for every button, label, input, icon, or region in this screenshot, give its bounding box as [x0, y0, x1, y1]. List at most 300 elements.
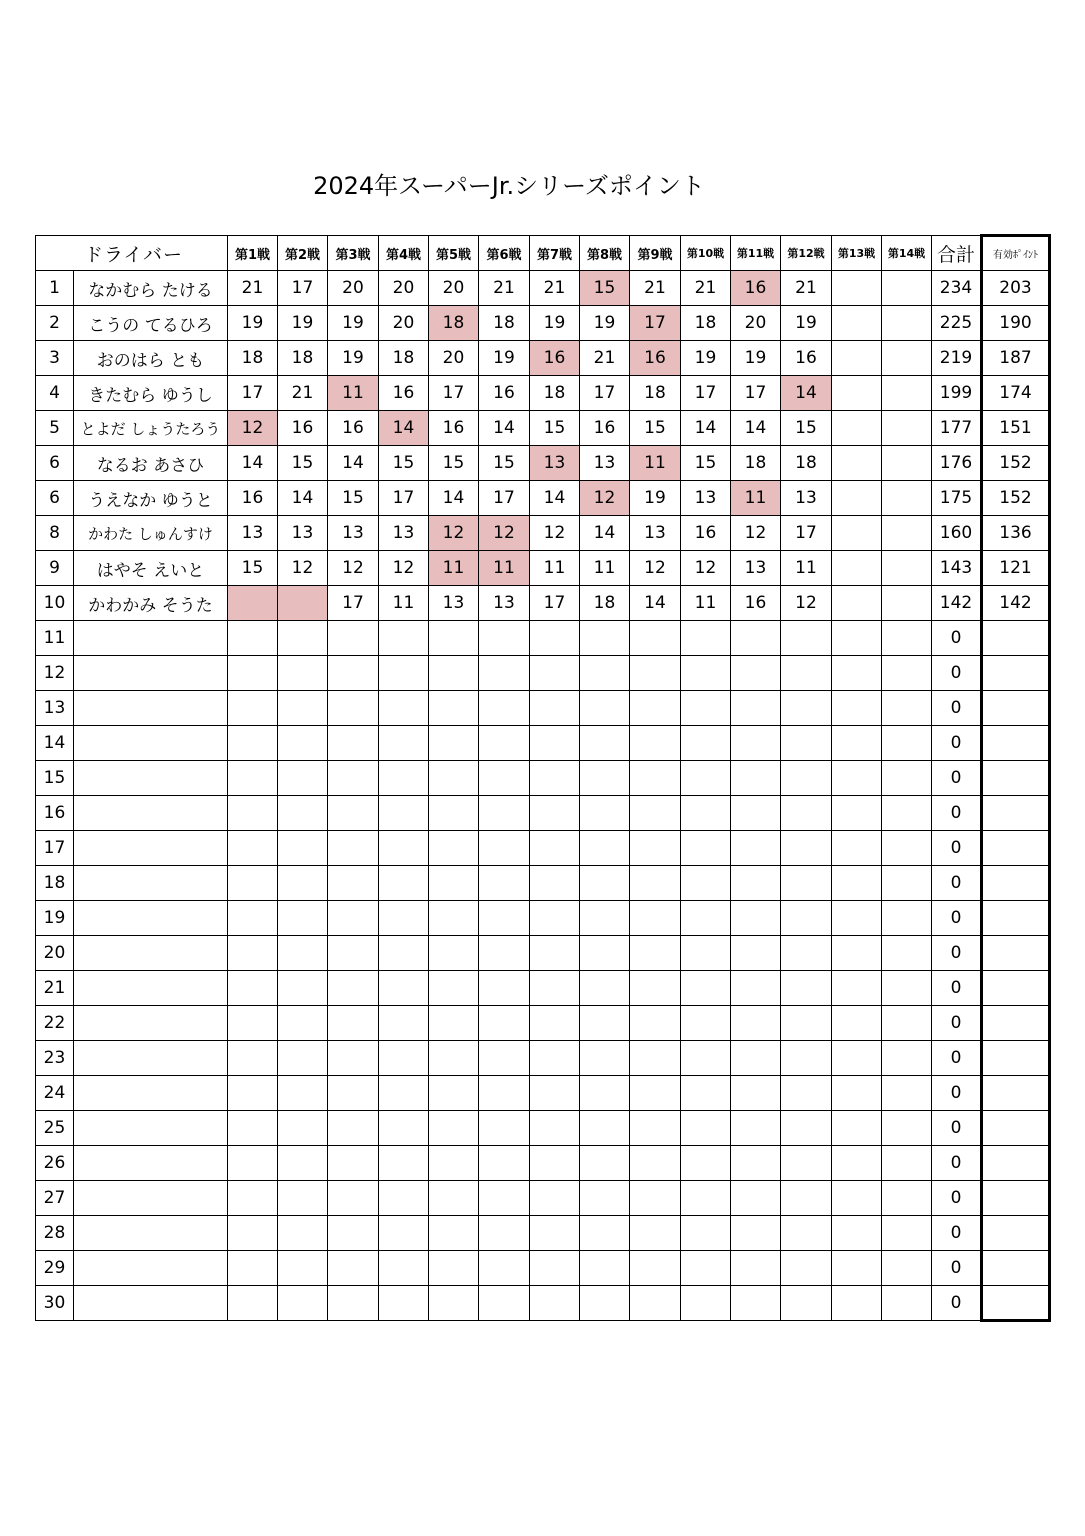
score-cell	[580, 1181, 630, 1216]
score-cell	[630, 1076, 681, 1111]
score-cell: 19	[328, 341, 379, 376]
score-cell	[882, 481, 932, 516]
driver-name-cell	[74, 1216, 228, 1251]
score-cell	[278, 621, 328, 656]
score-cell	[681, 761, 731, 796]
score-cell	[530, 1111, 580, 1146]
score-cell	[228, 1006, 278, 1041]
score-cell: 12	[479, 516, 530, 551]
header-round: 第13戦	[832, 236, 882, 271]
driver-name-cell	[74, 691, 228, 726]
header-round: 第14戦	[882, 236, 932, 271]
header-round: 第8戦	[580, 236, 630, 271]
score-cell	[681, 1006, 731, 1041]
score-cell	[479, 831, 530, 866]
table-row	[36, 901, 1050, 936]
score-cell	[832, 656, 882, 691]
header-round: 第9戦	[630, 236, 681, 271]
score-cell: 14	[328, 446, 379, 481]
driver-name-cell	[74, 1041, 228, 1076]
score-cell	[781, 796, 832, 831]
score-cell: 19	[731, 341, 781, 376]
table-row	[36, 341, 1050, 376]
score-cell	[278, 901, 328, 936]
table-row	[36, 446, 1050, 481]
score-cell: 11	[630, 446, 681, 481]
score-cell	[882, 341, 932, 376]
score-cell	[429, 621, 479, 656]
score-cell	[379, 1146, 429, 1181]
total-cell: 177	[932, 411, 982, 446]
rank-cell: 6	[36, 481, 74, 516]
total-cell: 0	[932, 1146, 982, 1181]
score-cell: 19	[278, 306, 328, 341]
rank-cell: 15	[36, 761, 74, 796]
score-cell: 13	[278, 516, 328, 551]
score-cell	[832, 1286, 882, 1321]
driver-name-cell: きたむら ゆうし	[74, 376, 228, 411]
header-valid-points: 有効ﾎﾟｲﾝﾄ	[982, 236, 1050, 271]
rank-cell: 1	[36, 271, 74, 306]
score-cell	[882, 901, 932, 936]
score-cell	[429, 691, 479, 726]
score-cell: 15	[630, 411, 681, 446]
score-cell	[379, 796, 429, 831]
score-cell	[731, 866, 781, 901]
rank-cell: 6	[36, 446, 74, 481]
score-cell	[479, 1041, 530, 1076]
score-cell: 12	[278, 551, 328, 586]
score-cell	[228, 691, 278, 726]
score-cell	[328, 1146, 379, 1181]
score-cell: 15	[328, 481, 379, 516]
score-cell	[479, 726, 530, 761]
score-cell	[328, 761, 379, 796]
table-row	[36, 796, 1050, 831]
score-cell	[530, 1181, 580, 1216]
valid-points-cell	[982, 1041, 1050, 1076]
score-cell	[832, 831, 882, 866]
score-cell: 17	[278, 271, 328, 306]
rank-cell: 30	[36, 1286, 74, 1321]
score-cell: 14	[429, 481, 479, 516]
score-cell	[379, 1216, 429, 1251]
score-cell	[681, 1181, 731, 1216]
score-cell	[882, 1111, 932, 1146]
valid-points-cell: 187	[982, 341, 1050, 376]
score-cell	[882, 411, 932, 446]
score-cell	[278, 1006, 328, 1041]
score-cell	[429, 1146, 479, 1181]
header-round: 第11戦	[731, 236, 781, 271]
driver-name-cell	[74, 1251, 228, 1286]
score-cell	[379, 691, 429, 726]
score-cell	[278, 831, 328, 866]
score-cell	[580, 1076, 630, 1111]
score-cell: 21	[479, 271, 530, 306]
score-cell	[882, 551, 932, 586]
rank-cell: 2	[36, 306, 74, 341]
score-cell	[228, 936, 278, 971]
score-cell	[681, 1111, 731, 1146]
score-cell	[781, 1076, 832, 1111]
score-cell: 17	[429, 376, 479, 411]
score-cell	[328, 1041, 379, 1076]
score-cell	[228, 621, 278, 656]
score-cell	[479, 1181, 530, 1216]
score-cell	[832, 1146, 882, 1181]
score-cell	[882, 1181, 932, 1216]
score-cell	[832, 691, 882, 726]
rank-cell: 3	[36, 341, 74, 376]
table-row	[36, 971, 1050, 1006]
score-cell	[278, 1181, 328, 1216]
score-cell: 11	[429, 551, 479, 586]
score-cell	[882, 1216, 932, 1251]
score-cell	[630, 1146, 681, 1181]
score-cell	[731, 1181, 781, 1216]
rank-cell: 22	[36, 1006, 74, 1041]
header-round: 第4戦	[379, 236, 429, 271]
score-cell: 19	[328, 306, 379, 341]
score-cell	[228, 1286, 278, 1321]
score-cell	[530, 1146, 580, 1181]
score-cell: 18	[731, 446, 781, 481]
score-cell	[429, 1286, 479, 1321]
score-cell	[630, 761, 681, 796]
score-cell	[379, 971, 429, 1006]
table-row	[36, 621, 1050, 656]
score-cell	[832, 1006, 882, 1041]
score-cell	[630, 691, 681, 726]
page-title: 2024年スーパーJr.シリーズポイント	[313, 172, 705, 200]
score-cell	[630, 1111, 681, 1146]
rank-cell: 20	[36, 936, 74, 971]
score-cell	[278, 1286, 328, 1321]
table-row	[36, 551, 1050, 586]
score-cell	[681, 936, 731, 971]
score-cell: 16	[731, 271, 781, 306]
score-cell: 13	[580, 446, 630, 481]
score-cell	[580, 1041, 630, 1076]
header-driver: ドライバー	[36, 236, 228, 271]
score-cell	[781, 1111, 832, 1146]
header-round: 第2戦	[278, 236, 328, 271]
rank-cell: 16	[36, 796, 74, 831]
total-cell: 0	[932, 621, 982, 656]
score-cell: 21	[228, 271, 278, 306]
score-cell	[681, 691, 731, 726]
score-cell	[580, 1146, 630, 1181]
score-cell	[278, 1111, 328, 1146]
score-cell: 20	[731, 306, 781, 341]
score-cell	[328, 726, 379, 761]
score-cell: 11	[681, 586, 731, 621]
score-cell	[580, 691, 630, 726]
score-cell	[580, 831, 630, 866]
total-cell: 0	[932, 866, 982, 901]
score-cell: 15	[681, 446, 731, 481]
score-cell	[781, 621, 832, 656]
score-cell	[882, 866, 932, 901]
score-cell	[479, 1111, 530, 1146]
score-cell	[882, 691, 932, 726]
score-cell: 21	[781, 271, 832, 306]
score-cell	[530, 1216, 580, 1251]
score-cell	[832, 586, 882, 621]
total-cell: 0	[932, 1006, 982, 1041]
score-cell: 16	[681, 516, 731, 551]
score-cell: 12	[228, 411, 278, 446]
score-cell	[882, 936, 932, 971]
score-cell	[530, 656, 580, 691]
valid-points-cell	[982, 656, 1050, 691]
score-cell	[580, 936, 630, 971]
driver-name-cell: かわかみ そうた	[74, 586, 228, 621]
score-cell: 15	[530, 411, 580, 446]
valid-points-cell	[982, 1146, 1050, 1181]
score-cell: 16	[781, 341, 832, 376]
table-row	[36, 306, 1050, 341]
score-cell: 17	[681, 376, 731, 411]
score-cell	[580, 1216, 630, 1251]
valid-points-cell	[982, 1006, 1050, 1041]
score-cell	[832, 761, 882, 796]
score-cell	[630, 726, 681, 761]
score-cell: 13	[781, 481, 832, 516]
score-cell	[580, 621, 630, 656]
rank-cell: 25	[36, 1111, 74, 1146]
score-cell: 17	[630, 306, 681, 341]
score-cell: 16	[278, 411, 328, 446]
score-cell: 20	[328, 271, 379, 306]
score-cell	[832, 1216, 882, 1251]
score-cell	[379, 1111, 429, 1146]
table-row	[36, 1041, 1050, 1076]
score-cell: 18	[278, 341, 328, 376]
score-cell: 17	[328, 586, 379, 621]
header-round: 第1戦	[228, 236, 278, 271]
table-row	[36, 761, 1050, 796]
valid-points-cell	[982, 1286, 1050, 1321]
score-cell: 16	[328, 411, 379, 446]
table-row	[36, 481, 1050, 516]
score-cell	[479, 656, 530, 691]
score-cell	[328, 691, 379, 726]
score-cell	[530, 1076, 580, 1111]
score-cell	[731, 691, 781, 726]
score-cell	[781, 1251, 832, 1286]
score-cell	[630, 656, 681, 691]
score-cell	[379, 1286, 429, 1321]
rank-cell: 27	[36, 1181, 74, 1216]
score-cell	[328, 901, 379, 936]
score-cell	[630, 901, 681, 936]
score-cell	[278, 796, 328, 831]
score-cell	[530, 726, 580, 761]
score-cell: 17	[379, 481, 429, 516]
score-cell	[580, 901, 630, 936]
score-cell	[429, 831, 479, 866]
score-cell: 20	[379, 271, 429, 306]
score-cell	[379, 656, 429, 691]
score-cell	[379, 831, 429, 866]
score-cell	[832, 341, 882, 376]
score-cell	[681, 1251, 731, 1286]
score-cell: 17	[530, 586, 580, 621]
table-row	[36, 1286, 1050, 1321]
score-cell	[832, 516, 882, 551]
score-cell	[479, 1251, 530, 1286]
rank-cell: 10	[36, 586, 74, 621]
score-cell: 15	[479, 446, 530, 481]
score-cell: 16	[630, 341, 681, 376]
score-cell	[681, 1216, 731, 1251]
score-cell: 14	[681, 411, 731, 446]
valid-points-cell: 142	[982, 586, 1050, 621]
total-cell: 0	[932, 1216, 982, 1251]
total-cell: 160	[932, 516, 982, 551]
score-cell	[328, 656, 379, 691]
score-cell	[630, 1251, 681, 1286]
score-cell	[429, 761, 479, 796]
score-cell: 14	[379, 411, 429, 446]
driver-name-cell: なるお あさひ	[74, 446, 228, 481]
score-cell: 12	[530, 516, 580, 551]
score-cell	[379, 1006, 429, 1041]
score-cell	[781, 901, 832, 936]
valid-points-cell: 151	[982, 411, 1050, 446]
score-cell	[479, 691, 530, 726]
driver-name-cell	[74, 1006, 228, 1041]
score-cell	[228, 1111, 278, 1146]
score-cell	[630, 621, 681, 656]
score-cell	[278, 1146, 328, 1181]
score-cell	[731, 1146, 781, 1181]
score-cell	[580, 1251, 630, 1286]
score-cell: 21	[681, 271, 731, 306]
score-cell	[530, 1041, 580, 1076]
score-cell: 14	[228, 446, 278, 481]
score-cell	[681, 1041, 731, 1076]
score-cell	[278, 761, 328, 796]
rank-cell: 26	[36, 1146, 74, 1181]
score-cell: 18	[630, 376, 681, 411]
score-cell	[832, 1251, 882, 1286]
score-cell	[228, 656, 278, 691]
score-cell	[832, 481, 882, 516]
score-cell	[882, 1251, 932, 1286]
valid-points-cell	[982, 1251, 1050, 1286]
score-cell	[781, 1286, 832, 1321]
table-row	[36, 936, 1050, 971]
score-cell	[731, 1041, 781, 1076]
score-cell	[781, 656, 832, 691]
score-cell	[580, 1286, 630, 1321]
score-cell: 19	[630, 481, 681, 516]
total-cell: 0	[932, 761, 982, 796]
score-cell	[479, 936, 530, 971]
score-cell: 21	[530, 271, 580, 306]
driver-name-cell	[74, 1181, 228, 1216]
score-cell	[882, 761, 932, 796]
score-cell: 13	[429, 586, 479, 621]
driver-name-cell	[74, 621, 228, 656]
header-round: 第7戦	[530, 236, 580, 271]
table-row	[36, 1146, 1050, 1181]
score-cell: 12	[328, 551, 379, 586]
score-cell	[681, 901, 731, 936]
table-row	[36, 1006, 1050, 1041]
score-cell	[379, 1076, 429, 1111]
score-cell: 14	[630, 586, 681, 621]
header-round: 第10戦	[681, 236, 731, 271]
score-cell	[429, 1251, 479, 1286]
score-cell	[429, 796, 479, 831]
total-cell: 142	[932, 586, 982, 621]
rank-cell: 17	[36, 831, 74, 866]
score-cell: 15	[228, 551, 278, 586]
rank-cell: 5	[36, 411, 74, 446]
table-row	[36, 831, 1050, 866]
score-cell: 16	[731, 586, 781, 621]
score-cell	[832, 1111, 882, 1146]
rank-cell: 19	[36, 901, 74, 936]
score-cell: 18	[530, 376, 580, 411]
score-cell	[530, 971, 580, 1006]
header-round: 第5戦	[429, 236, 479, 271]
score-cell: 19	[681, 341, 731, 376]
score-cell	[530, 1251, 580, 1286]
driver-name-cell	[74, 1076, 228, 1111]
table-row	[36, 866, 1050, 901]
score-cell	[731, 796, 781, 831]
score-cell	[580, 726, 630, 761]
driver-name-cell	[74, 936, 228, 971]
score-cell	[379, 936, 429, 971]
score-cell	[630, 796, 681, 831]
total-cell: 225	[932, 306, 982, 341]
score-cell: 12	[681, 551, 731, 586]
driver-name-cell	[74, 866, 228, 901]
score-cell: 18	[228, 341, 278, 376]
valid-points-cell	[982, 1216, 1050, 1251]
total-cell: 0	[932, 831, 982, 866]
total-cell: 175	[932, 481, 982, 516]
score-cell	[328, 1111, 379, 1146]
score-cell: 17	[479, 481, 530, 516]
header-round: 第3戦	[328, 236, 379, 271]
score-cell	[530, 761, 580, 796]
score-cell	[882, 1146, 932, 1181]
score-cell	[328, 1251, 379, 1286]
score-cell: 14	[781, 376, 832, 411]
score-cell	[731, 901, 781, 936]
score-cell	[882, 1286, 932, 1321]
score-cell	[379, 1041, 429, 1076]
score-cell	[278, 726, 328, 761]
score-cell	[228, 761, 278, 796]
score-cell	[781, 936, 832, 971]
score-cell	[630, 866, 681, 901]
total-cell: 0	[932, 901, 982, 936]
score-cell: 19	[580, 306, 630, 341]
score-cell	[832, 936, 882, 971]
rank-cell: 24	[36, 1076, 74, 1111]
rank-cell: 13	[36, 691, 74, 726]
score-cell: 11	[479, 551, 530, 586]
score-cell: 18	[429, 306, 479, 341]
